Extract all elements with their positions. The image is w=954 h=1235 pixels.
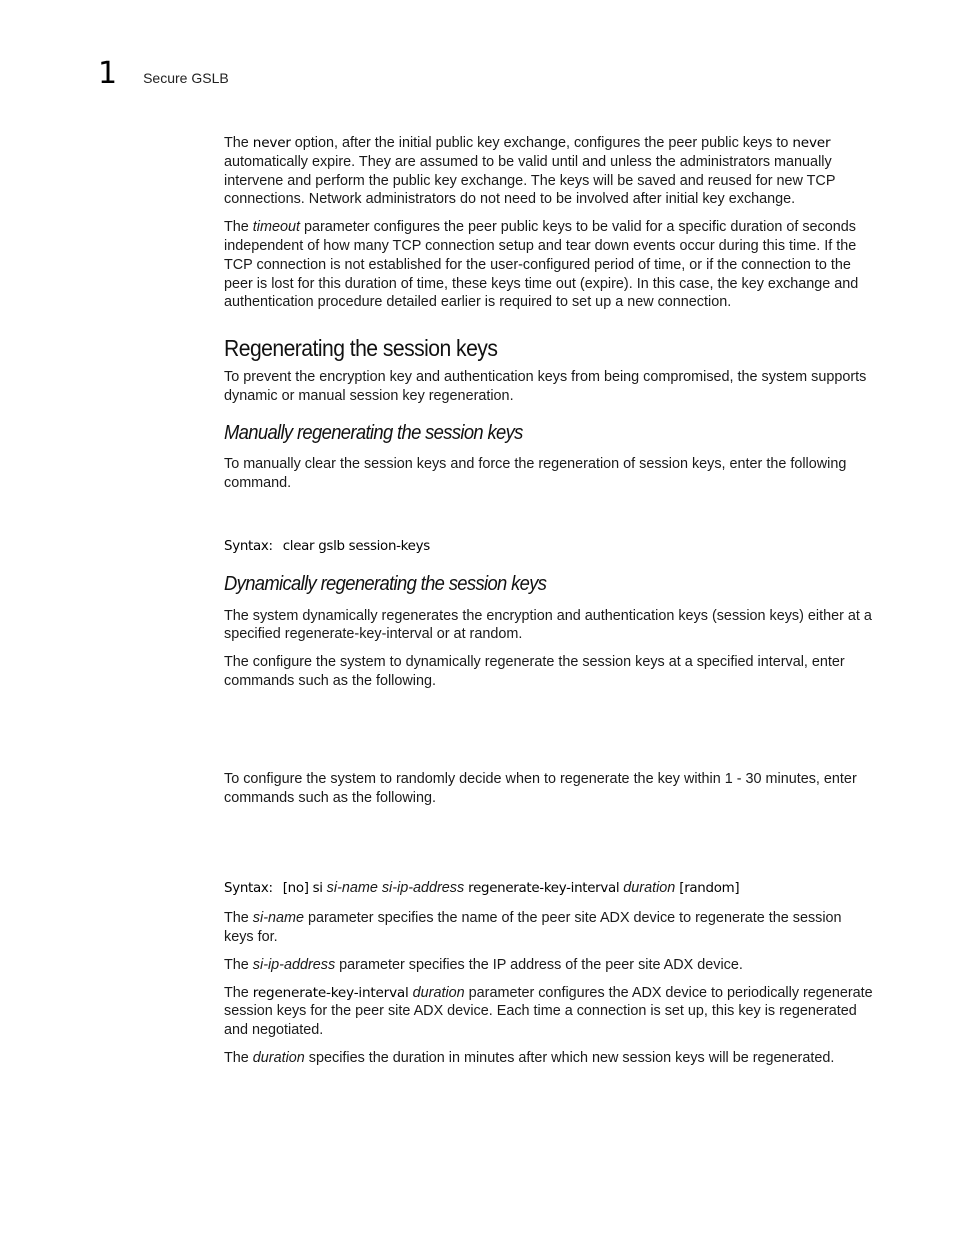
text-run: parameter configures the peer public keys to be valid for a specific duration of seconds independent of how many TCP connection setup and tear down events occur during this time. If the TCP connection is not established for the user-configured period of time, or if the connection to the peer is lost for this duration of time, these keys time out (expire). In this case, the key exchange and authentication procedure detailed earlier is required to set up a new connection. xyxy=(224,219,859,311)
manual-syntax xyxy=(224,538,874,557)
text-run: The xyxy=(224,1049,253,1066)
syntax-label: Syntax: xyxy=(224,538,273,554)
param-timeout: timeout xyxy=(252,219,300,236)
param-paragraph-interval xyxy=(224,984,874,1040)
text-run: parameter configures the ADX device to periodically regenerate session keys for the peer site ADX device. Each time a connection is set up, this key is regenerated and negotiated. xyxy=(224,984,873,1039)
syntax-command: [no] si xyxy=(282,881,323,897)
text-run: The xyxy=(224,956,253,973)
param-paragraph-si-name xyxy=(224,909,874,947)
page-header xyxy=(98,56,229,91)
keyword-never: never xyxy=(792,135,831,151)
keyword-never: never xyxy=(252,135,291,151)
keyword-interval: regenerate-key-interval xyxy=(252,984,409,1001)
syntax-param: si-ip-address xyxy=(381,880,465,897)
manual-paragraph: To manually clear the session keys and force the regeneration of session keys, enter the following command. xyxy=(224,456,847,492)
syntax-command: clear gslb session-keys xyxy=(282,538,430,554)
param-name: duration xyxy=(252,1049,305,1066)
text-run: The xyxy=(224,910,253,927)
syntax-command: regenerate-key-interval xyxy=(468,881,620,897)
dynamic-paragraph-3: To configure the system to randomly decide when to regenerate the key within 1 - 30 minutes, enter commands such as the following. xyxy=(224,770,857,806)
text-run: option, after the initial public key exchange, configures the peer public keys to xyxy=(290,135,793,151)
param-name: si-ip-address xyxy=(252,956,336,973)
dynamic-syntax xyxy=(224,879,874,899)
text-run: The xyxy=(224,135,253,151)
text-run: The xyxy=(224,984,253,1001)
param-paragraph-duration xyxy=(224,1049,874,1068)
intro-paragraph-never xyxy=(224,134,874,209)
chapter-number: 1 xyxy=(98,56,118,91)
syntax-param: duration xyxy=(623,880,676,897)
subsection-heading-dynamic: Dynamically regenerating the session keys xyxy=(224,572,547,595)
param-paragraph-si-ip xyxy=(224,956,874,975)
param-name: si-name xyxy=(252,910,304,927)
dynamic-paragraph-1: The system dynamically regenerates the encryption and authentication keys (session keys) either at a specified regenerate-key-interval or at random. xyxy=(224,607,872,643)
syntax-param: si-name xyxy=(326,880,378,897)
text-run: The xyxy=(224,219,253,236)
text-run: specifies the duration in minutes after which new session keys will be regenerated. xyxy=(304,1049,835,1066)
syntax-label: Syntax: xyxy=(224,881,273,897)
dynamic-paragraph-2: The configure the system to dynamically regenerate the session keys at a specified interval, enter commands such as the following. xyxy=(224,654,845,689)
intro-paragraph-timeout xyxy=(224,218,874,312)
chapter-title: Secure GSLB xyxy=(143,70,229,86)
text-run: parameter specifies the IP address of the peer site ADX device. xyxy=(335,956,743,973)
section-paragraph: To prevent the encryption key and authentication keys from being compromised, the system supports dynamic or manual session key regeneration. xyxy=(224,368,867,404)
subsection-heading-manual: Manually regenerating the session keys xyxy=(224,421,523,444)
section-heading: Regenerating the session keys xyxy=(224,335,498,362)
page-content xyxy=(224,134,874,1077)
syntax-command: [random] xyxy=(679,881,740,897)
text-run: parameter specifies the name of the peer site ADX device to regenerate the session keys for. xyxy=(224,910,842,945)
param-name: duration xyxy=(412,984,465,1001)
text-run: automatically expire. They are assumed to be valid until and unless the administrators manually intervene and perform the public key exchange. The keys will be saved and reused for new TCP connections. Network administrators do not need to be involved after initial key exchange. xyxy=(224,153,836,208)
